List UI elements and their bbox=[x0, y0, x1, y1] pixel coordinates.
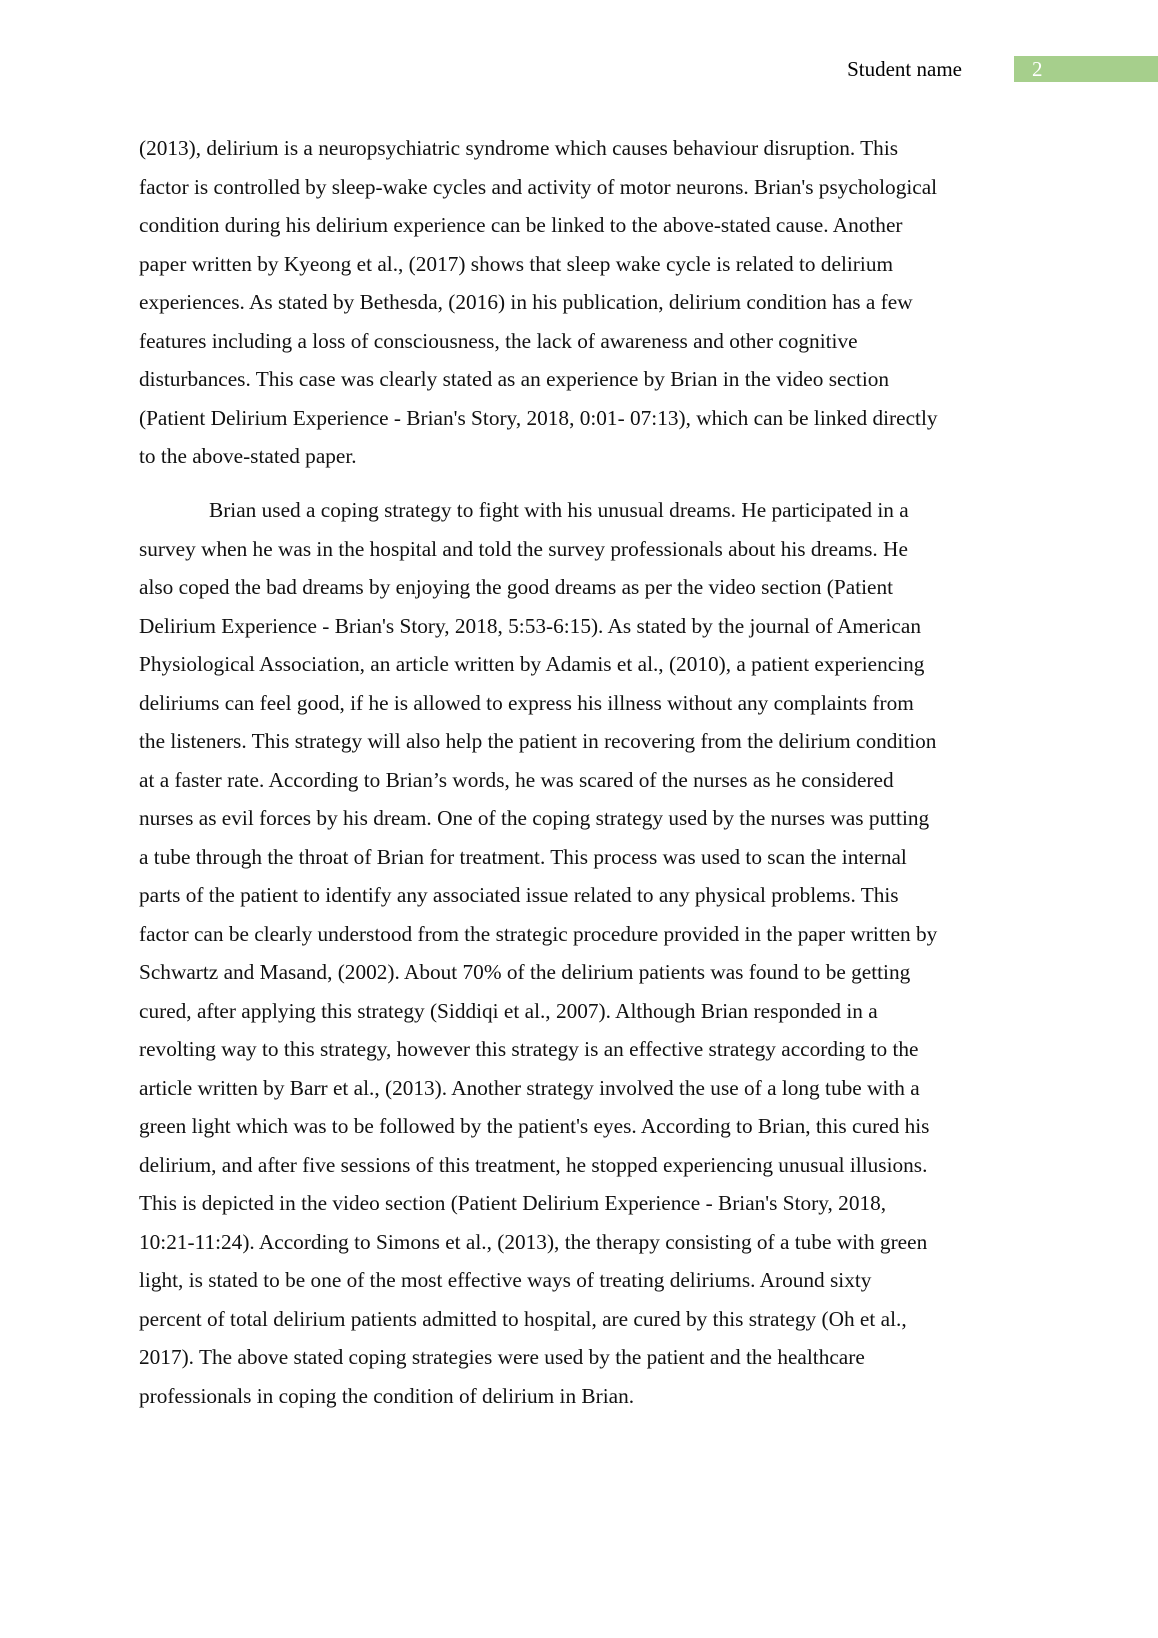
text-line: to the above-stated paper. bbox=[139, 444, 357, 468]
text-line: (Patient Delirium Experience - Brian's Story, 2018, 0:01- 07:13), which can be linked directly bbox=[139, 406, 938, 430]
running-head: Student name bbox=[847, 57, 962, 81]
text-line: professionals in coping the condition of delirium in Brian. bbox=[139, 1384, 635, 1408]
text-line: a tube through the throat of Brian for treatment. This process was used to scan the internal bbox=[139, 845, 907, 869]
text-line: article written by Barr et al., (2013). Another strategy involved the use of a long tube with a bbox=[139, 1076, 920, 1100]
text-line: light, is stated to be one of the most effective ways of treating deliriums. Around sixty bbox=[139, 1268, 872, 1292]
text-line: Physiological Association, an article written by Adamis et al., (2010), a patient experiencing bbox=[139, 652, 925, 676]
text-line: condition during his delirium experience can be linked to the above-stated cause. Another bbox=[139, 213, 903, 237]
text-line: Schwartz and Masand, (2002). About 70% of the delirium patients was found to be getting bbox=[139, 960, 911, 984]
text-line: (2013), delirium is a neuropsychiatric syndrome which causes behaviour disruption. This bbox=[139, 136, 899, 160]
text-line: disturbances. This case was clearly stated as an experience by Brian in the video section bbox=[139, 367, 890, 391]
text-line: green light which was to be followed by the patient's eyes. According to Brian, this cured his bbox=[139, 1114, 930, 1138]
text-line: features including a loss of consciousness, the lack of awareness and other cognitive bbox=[139, 329, 858, 353]
text-line: revolting way to this strategy, however this strategy is an effective strategy according to the bbox=[139, 1037, 919, 1061]
text-line: parts of the patient to identify any associated issue related to any physical problems. This bbox=[139, 883, 899, 907]
text-line: the listeners. This strategy will also help the patient in recovering from the delirium condition bbox=[139, 729, 937, 753]
page-number-bar bbox=[1014, 56, 1158, 82]
text-line: nurses as evil forces by his dream. One of the coping strategy used by the nurses was putting bbox=[139, 806, 930, 830]
text-line: paper written by Kyeong et al., (2017) shows that sleep wake cycle is related to delirium bbox=[139, 252, 894, 276]
text-line: also coped the bad dreams by enjoying the good dreams as per the video section (Patient bbox=[139, 575, 894, 599]
text-line: 2017). The above stated coping strategies were used by the patient and the healthcare bbox=[139, 1345, 865, 1369]
text-line: cured, after applying this strategy (Siddiqi et al., 2007). Although Brian responded in a bbox=[139, 999, 878, 1023]
page-number: 2 bbox=[1032, 57, 1043, 81]
text-line: deliriums can feel good, if he is allowed to express his illness without any complaints from bbox=[139, 691, 914, 715]
text-line: 10:21-11:24). According to Simons et al., (2013), the therapy consisting of a tube with green bbox=[139, 1230, 928, 1254]
text-line: percent of total delirium patients admitted to hospital, are cured by this strategy (Oh et al., bbox=[139, 1307, 907, 1331]
text-line: Brian used a coping strategy to fight with his unusual dreams. He participated in a bbox=[209, 498, 909, 522]
text-line: experiences. As stated by Bethesda, (2016) in his publication, delirium condition has a few bbox=[139, 290, 913, 314]
text-line: at a faster rate. According to Brian’s words, he was scared of the nurses as he considered bbox=[139, 768, 894, 792]
text-line: This is depicted in the video section (Patient Delirium Experience - Brian's Story, 2018, bbox=[139, 1191, 887, 1215]
text-line: survey when he was in the hospital and told the survey professionals about his dreams. He bbox=[139, 537, 908, 561]
page-header bbox=[0, 54, 1158, 84]
text-line: delirium, and after five sessions of this treatment, he stopped experiencing unusual illusions. bbox=[139, 1153, 928, 1177]
text-line: factor can be clearly understood from the strategic procedure provided in the paper written by bbox=[139, 922, 938, 946]
text-line: Delirium Experience - Brian's Story, 2018, 5:53-6:15). As stated by the journal of American bbox=[139, 614, 921, 638]
text-line: factor is controlled by sleep-wake cycles and activity of motor neurons. Brian's psychological bbox=[139, 175, 938, 199]
